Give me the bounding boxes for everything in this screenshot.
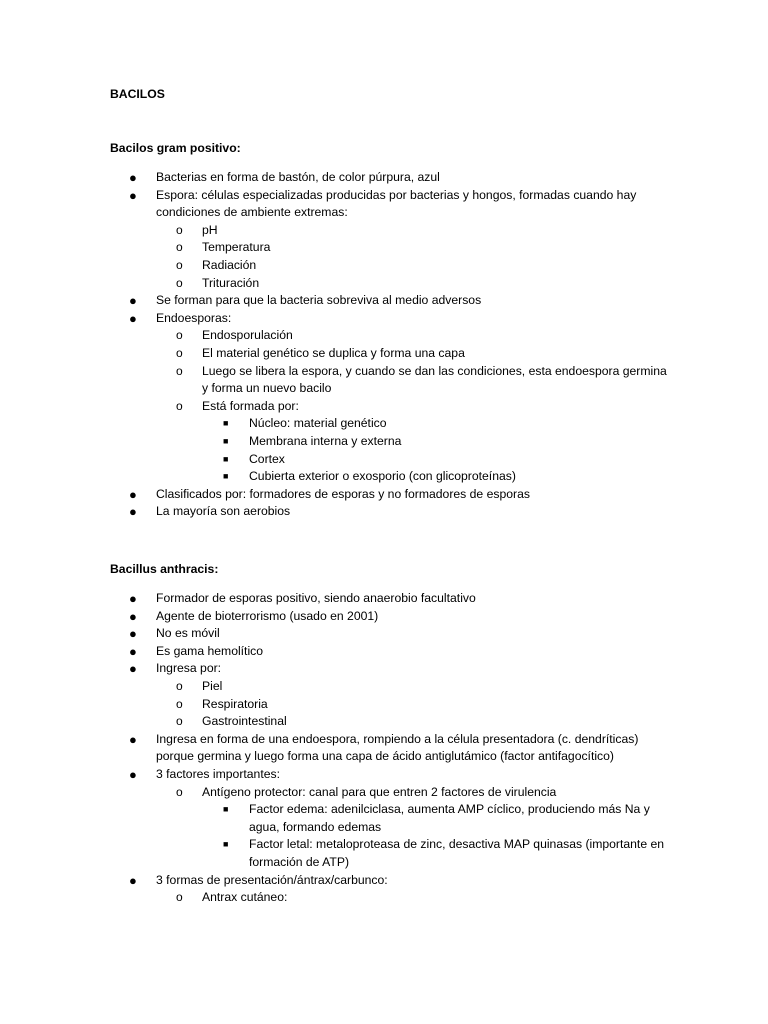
bullet-square-icon: ■ (223, 839, 229, 850)
list-item: o Temperatura (0, 239, 768, 257)
bullet-disc-icon: ● (129, 293, 137, 309)
list-item: ● Ingresa por: (129, 661, 222, 677)
list-item: ● La mayoría son aerobios (129, 504, 291, 520)
list-item: ● Formador de esporas positivo, siendo anaerobio facultativo (129, 591, 476, 606)
section-heading-bacillus-anthracis: Bacillus anthracis: (110, 562, 219, 576)
list-item: ● 3 formas de presentación/ántrax/carbunco: (129, 872, 388, 888)
bullet-square-icon: ■ (223, 471, 229, 482)
bullet-disc-icon: ● (129, 766, 137, 782)
bullet-circle-icon: o (176, 398, 183, 413)
bullet-disc-icon: ● (129, 187, 137, 203)
list-item: ● Agente de bioterrorismo (usado en 2001) (129, 608, 379, 624)
bullet-square-icon: ■ (223, 435, 229, 446)
list-item: ● No es móvil (129, 626, 220, 642)
bullet-disc-icon: ● (129, 661, 137, 677)
list-item: ■ Cubierta exterior o exosporio (con glicoproteínas) (0, 468, 768, 486)
list-item: o Radiación (0, 257, 768, 275)
bacillus-anthracis-list (0, 590, 768, 907)
bullet-disc-icon: ● (129, 643, 137, 659)
bullet-square-icon: ■ (223, 804, 229, 815)
bullet-circle-icon: o (176, 240, 183, 255)
bullet-circle-icon: o (176, 696, 183, 711)
bullet-disc-icon: ● (129, 626, 137, 642)
list-item: ● Bacterias en forma de bastón, de color púrpura, azul (129, 170, 440, 185)
list-item: o Piel (0, 678, 768, 696)
list-item: ● Endoesporas: (129, 310, 232, 326)
list-item: ● Ingresa en forma de una endoespora, rompiendo a la célula presentadora (c. dendríticas) porque germina y luego forma una capa de ácido antiglutámico (factor antifagocítico) (129, 731, 639, 764)
section-heading-gram-positive: Bacilos gram positivo: (110, 141, 241, 155)
list-item: ■ Factor edema: adenilciclasa, aumenta AMP cíclico, produciendo más Na y agua, formando edemas (223, 802, 650, 834)
list-item: ● Se forman para que la bacteria sobreviva al medio adversos (129, 293, 482, 309)
list-item: o Está formada por: (0, 398, 768, 416)
bullet-circle-icon: o (176, 328, 183, 343)
bullet-disc-icon: ● (129, 872, 137, 888)
bullet-disc-icon: ● (129, 504, 137, 520)
list-item: o Endosporulación (0, 327, 768, 345)
bullet-disc-icon: ● (129, 170, 137, 185)
bullet-circle-icon: o (176, 275, 183, 290)
gram-positive-list (0, 169, 768, 521)
bullet-disc-icon: ● (129, 731, 137, 747)
list-item: ■ Membrana interna y externa (0, 433, 768, 451)
bullet-square-icon: ■ (223, 418, 229, 429)
list-item: ■ Núcleo: material genético (0, 415, 768, 433)
bullet-circle-icon: o (176, 257, 183, 272)
bullet-disc-icon: ● (129, 486, 137, 502)
bullet-circle-icon: o (176, 784, 183, 799)
bullet-square-icon: ■ (223, 453, 229, 464)
bullet-circle-icon: o (176, 363, 183, 378)
list-item: ● Espora: células especializadas producidas por bacterias y hongos, formadas cuando hay condiciones de ambiente extremas: (129, 187, 637, 220)
bullet-circle-icon: o (176, 345, 183, 360)
list-item: o Respiratoria (0, 696, 768, 714)
list-item: ● 3 factores importantes: (129, 766, 280, 782)
list-item: o El material genético se duplica y forma una capa (0, 345, 768, 363)
list-item: ■ Cortex (0, 451, 768, 469)
bullet-disc-icon: ● (129, 608, 137, 624)
bullet-disc-icon: ● (129, 591, 137, 606)
list-item: o Antígeno protector: canal para que entren 2 factores de virulencia (0, 784, 768, 802)
list-item: o Gastrointestinal (0, 713, 768, 731)
list-item: o Trituración (0, 275, 768, 293)
bullet-circle-icon: o (176, 890, 183, 905)
list-item: o pH (0, 222, 768, 240)
list-item: ● Clasificados por: formadores de esporas y no formadores de esporas (129, 486, 530, 502)
list-item: o Antrax cutáneo: (0, 889, 768, 907)
bullet-circle-icon: o (176, 222, 183, 237)
bullet-circle-icon: o (176, 678, 183, 693)
list-item: ● Es gama hemolítico (129, 643, 264, 659)
bullet-disc-icon: ● (129, 310, 137, 326)
list-item: o Luego se libera la espora, y cuando se dan las condiciones, esta endoespora germina y forma un nuevo bacilo (176, 363, 667, 396)
list-item: ■ Factor letal: metaloproteasa de zinc, desactiva MAP quinasas (importante en formación de ATP) (223, 837, 665, 869)
document-title: BACILOS (110, 87, 165, 101)
bullet-circle-icon: o (176, 714, 183, 729)
